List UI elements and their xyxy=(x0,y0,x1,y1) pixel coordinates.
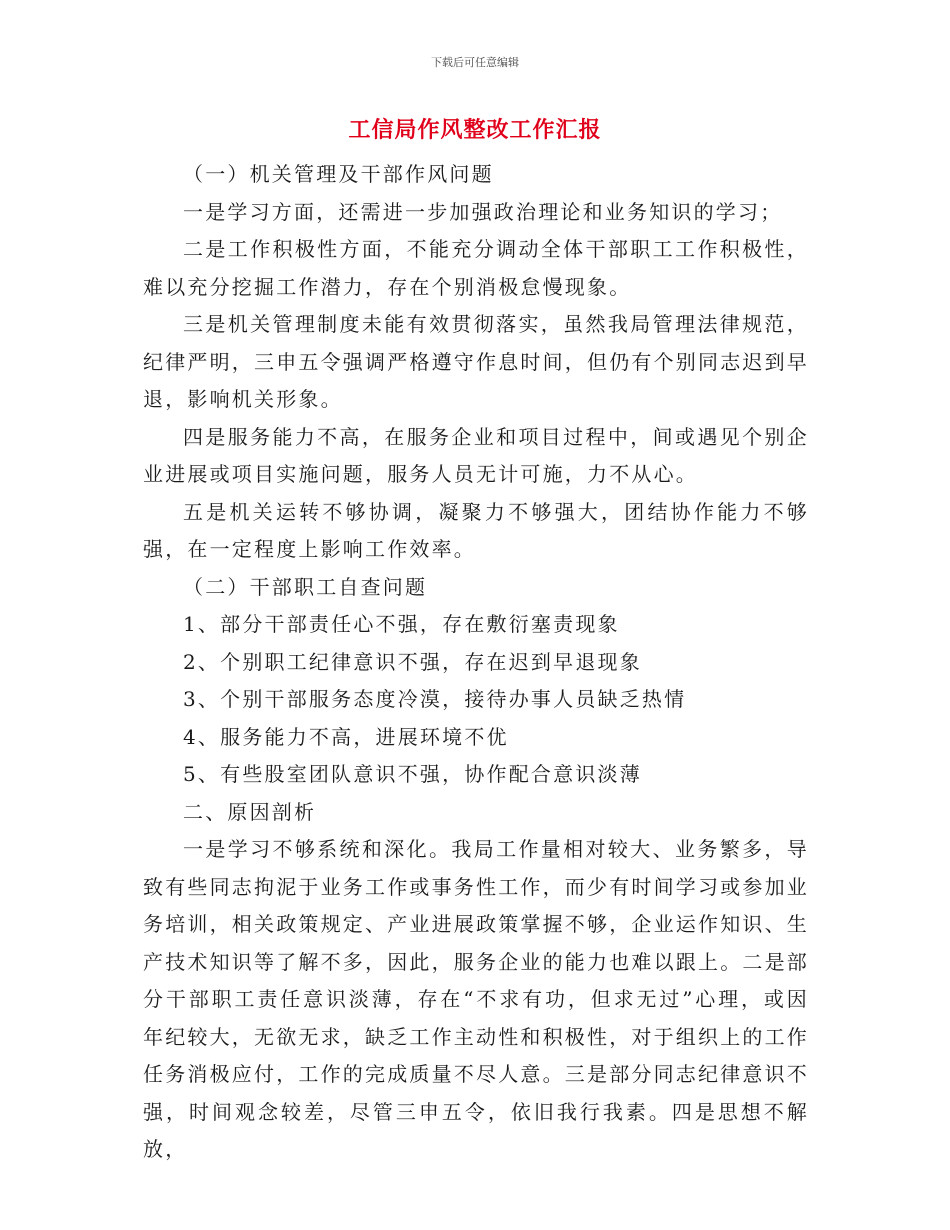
list-item: 4、服务能力不高，进展环境不优 xyxy=(183,724,509,749)
list-item: 1、部分干部责任心不强，存在敷衍塞责现象 xyxy=(183,612,620,636)
list-item: 5、有些股室团队意识不强，协作配合意识淡薄 xyxy=(183,762,642,786)
document-body xyxy=(143,156,809,1169)
list-item: 3、个别干部服务态度冷漠，接待办事人员缺乏热情 xyxy=(183,687,687,711)
paragraph: 一是学习方面，还需进一步加强政治理论和业务知识的学习； xyxy=(183,199,783,224)
paragraph: 四是服务能力不高，在服务企业和项目过程中，间或遇见个别企业进展或项目实施问题，服务人员无计可施，力不从心。 xyxy=(143,424,809,486)
paragraph: 一是学习不够系统和深化。我局工作量相对较大、业务繁多，导致有些同志拘泥于业务工作或事务性工作，而少有时间学习或参加业务培训，相关政策规定、产业进展政策掌握不够，企业运作知识、生产技术知识等了解不多，因此，服务企业的能力也难以跟上。二是部分干部职工责任意识淡薄，存在“不求有功，但求无过”心理，或因年纪较大，无欲无求，缺乏工作主动性和积极性，对于组织上的工作任务消极应付，工作的完成质量不尽人意。三是部分同志纪律意识不强，时间观念较差，尽管三申五令，依旧我行我素。四是思想不解放， xyxy=(143,837,809,1161)
paragraph: 五是机关运转不够协调，凝聚力不够强大，团结协作能力不够强，在一定程度上影响工作效率。 xyxy=(143,499,809,561)
paragraph: 二是工作积极性方面，不能充分调动全体干部职工工作积极性，难以充分挖掘工作潜力，存在个别消极怠慢现象。 xyxy=(143,237,809,299)
header-note: 下载后可任意编辑 xyxy=(431,56,519,69)
document-title: 工信局作风整改工作汇报 xyxy=(348,118,602,143)
paragraph: 三是机关管理制度未能有效贯彻落实，虽然我局管理法律规范，纪律严明，三申五令强调严格遵守作息时间，但仍有个别同志迟到早退，影响机关形象。 xyxy=(143,312,809,411)
section-heading-1: （一）机关管理及干部作风问题 xyxy=(183,162,494,186)
section-heading-3: 二、原因剖析 xyxy=(183,799,317,824)
section-heading-2: （二）干部职工自查问题 xyxy=(183,574,428,599)
list-item: 2、个别职工纪律意识不强，存在迟到早退现象 xyxy=(183,649,642,674)
